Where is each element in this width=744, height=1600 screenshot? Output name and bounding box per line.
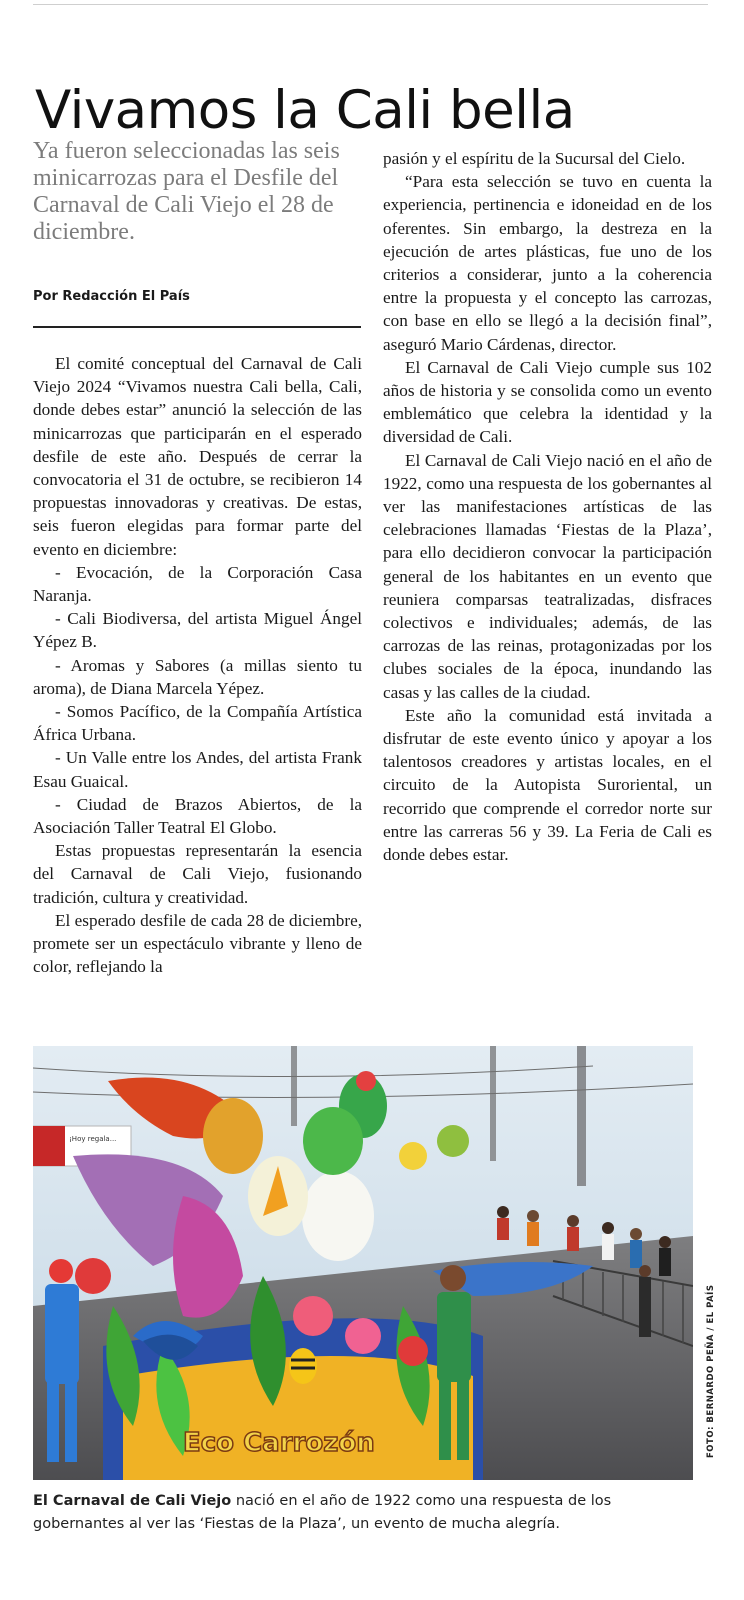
paragraph: El esperado desfile de cada 28 de diciembre, promete ser un espectáculo vibrante y lleno de color, reflejando la bbox=[33, 910, 362, 977]
deck-subtitle: Ya fueron seleccionadas las seis minicarrozas para el Desfile del Carnaval de Cali Viejo el 28 de diciembre. bbox=[33, 138, 340, 245]
paragraph-continuation: pasión y el espíritu de la Sucursal del Cielo. bbox=[383, 149, 686, 168]
article-column-1 bbox=[33, 352, 362, 978]
float-sign-text: Eco Carrozón bbox=[183, 1428, 375, 1458]
list-item: - Un Valle entre los Andes, del artista Frank Esau Guaical. bbox=[33, 748, 362, 791]
photo-caption bbox=[33, 1490, 693, 1536]
article-column-2 bbox=[383, 147, 712, 866]
carnival-photo bbox=[33, 1046, 693, 1480]
billboard-text: ¡Hoy regala... bbox=[69, 1135, 117, 1143]
paragraph: Estas propuestas representarán la esencia del Carnaval de Cali Viejo, fusionando tradición, cultura y creatividad. bbox=[33, 841, 362, 907]
list-item: - Cali Biodiversa, del artista Miguel Ángel Yépez B. bbox=[33, 609, 362, 652]
byline: Por Redacción El País bbox=[33, 289, 190, 304]
list-item: - Ciudad de Brazos Abiertos, de la Asociación Taller Teatral El Globo. bbox=[33, 794, 362, 838]
carnival-float-illustration bbox=[33, 1046, 693, 1480]
list-item: - Somos Pacífico, de la Compañía Artística África Urbana. bbox=[33, 702, 362, 745]
list-item: - Evocación, de la Corporación Casa Naranja. bbox=[33, 562, 362, 606]
top-rule bbox=[33, 4, 708, 5]
paragraph: El Carnaval de Cali Viejo nació en el año de 1922, como una respuesta de los gobernantes al ver las manifestaciones artísticas de las celebraciones llamadas ‘Fiestas de la Plaza’, para ello decidieron convocar la participación general de los habitantes en un evento que reuniera comparsas teatralizadas, disfraces colectivos e individuales; además, de las carrozas de las reinas, protagonizadas por los clubes sociales de la época, inundando las casas y las calles de la ciudad. bbox=[383, 450, 712, 702]
headline: Vivamos la Cali bella bbox=[35, 79, 575, 141]
paragraph: El Carnaval de Cali Viejo cumple sus 102 años de historia y se consolida como un evento emblemático que celebra la identidad y la diversidad de Cali. bbox=[383, 357, 712, 447]
list-item: - Aromas y Sabores (a millas siento tu aroma), de Diana Marcela Yépez. bbox=[33, 655, 362, 698]
caption-lead: El Carnaval de Cali Viejo bbox=[33, 1493, 232, 1509]
paragraph: Este año la comunidad está invitada a disfrutar de este evento único y apoyar a los talentosos creadores y artistas locales, en el circuito de la Autopista Suroriental, un recorrido que comprende el corredor norte sur entre las carreras 56 y 39. La Feria de Cali es donde debes estar. bbox=[383, 705, 712, 865]
paragraph: “Para esta selección se tuvo en cuenta la experiencia, pertinencia e idoneidad en de los oferentes. Sin embargo, la destreza en la ejecución de artes plásticas, fue uno de los criterios a considerar, junto a la coherencia entre la propuesta y el concepto las carrozas, con base en ello se llegó a la decisión final”, aseguró Mario Cárdenas, director. bbox=[383, 172, 712, 354]
byline-rule bbox=[33, 326, 361, 328]
paragraph: El comité conceptual del Carnaval de Cali Viejo 2024 “Vivamos nuestra Cali bella, Cali, donde debes estar” anunció la selección de las minicarrozas que participarán en el esperado desfile de este año. Después de cerrar la convocatoria el 31 de octubre, se recibieron 14 propuestas innovadoras y creativas. De estas, seis fueron elegidas para formar parte del evento en diciembre: bbox=[33, 354, 362, 559]
photo-credit: FOTO: BERNARDO PEÑA / EL PAÍS bbox=[706, 1284, 716, 1458]
caption-text: nació en el año de 1922 como una respuesta de los gobernantes al ver las ‘Fiestas de la Plaza’, un evento de mucha alegría. bbox=[33, 1493, 612, 1532]
